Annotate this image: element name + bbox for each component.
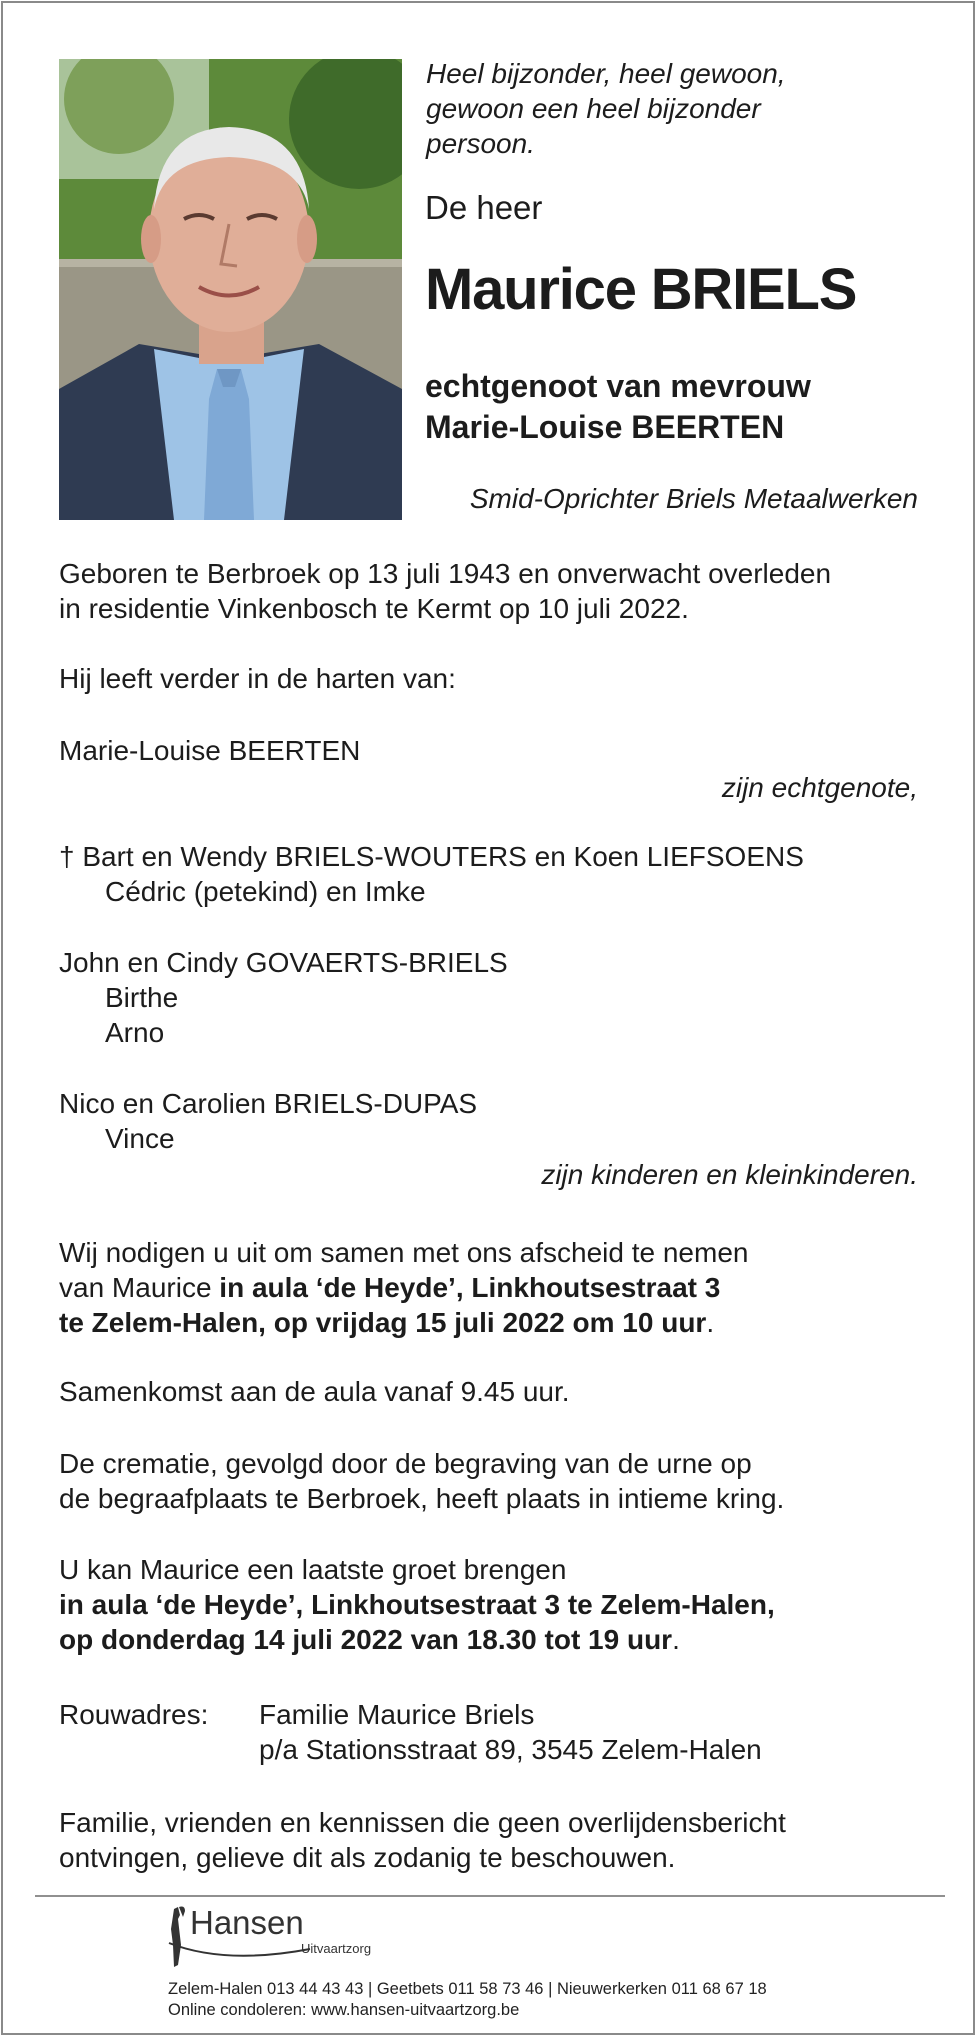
spouse-name: Marie-Louise BEERTEN <box>59 735 361 766</box>
closing-paragraph <box>59 1805 786 1875</box>
greeting-paragraph <box>59 1552 775 1657</box>
contact-phones: Zelem-Halen 013 44 43 43 | Geetbets 011 58 73 46 | Nieuwerkerken 011 68 67 18 <box>168 1980 767 1998</box>
spouse-line: Marie-Louise BEERTEN <box>425 409 785 445</box>
deceased-name: Maurice BRIELS <box>425 257 857 322</box>
gathering-text: Samenkomst aan de aula vanaf 9.45 uur. <box>59 1376 570 1407</box>
funeral-home-name: Hansen <box>190 1904 304 1941</box>
text-span: . <box>706 1307 715 1338</box>
greeting-location: in aula ‘de Heyde’, Linkhoutsestraat 3 te Zelem-Halen, <box>59 1589 775 1620</box>
family-parents: John en Cindy GOVAERTS-BRIELS <box>59 947 508 978</box>
text-line: ontvingen, gelieve dit als zodanig te beschouwen. <box>59 1842 676 1873</box>
text-span: . <box>672 1624 680 1655</box>
text-line: Geboren te Berbroek op 13 juli 1943 en onverwacht overleden <box>59 558 832 589</box>
footer-divider <box>35 1895 945 1897</box>
motto-line: Heel bijzonder, heel gewoon, <box>426 58 786 89</box>
lives-on-text: Hij leeft verder in de harten van: <box>59 663 456 694</box>
family-parents: Nico en Carolien BRIELS-DUPAS <box>59 1088 478 1119</box>
ceremony-location: in aula ‘de Heyde’, Linkhoutsestraat 3 <box>219 1272 721 1303</box>
text-line: U kan Maurice een laatste groet brengen <box>59 1554 567 1585</box>
motto-line: persoon. <box>426 128 535 159</box>
family-child: Birthe <box>105 982 179 1013</box>
text-line: in residentie Vinkenbosch te Kermt op 10 juli 2022. <box>59 593 689 624</box>
text-span: van Maurice <box>59 1272 220 1303</box>
text-line <box>59 1622 775 1657</box>
spouse-info <box>425 366 811 448</box>
family-child: Arno <box>105 1017 165 1048</box>
family-group-3 <box>59 1086 477 1156</box>
address-line: Familie Maurice Briels <box>259 1699 535 1730</box>
text-line <box>59 1305 748 1340</box>
children-role: zijn kinderen en kleinkinderen. <box>541 1159 918 1190</box>
family-child: Vince <box>105 1123 175 1154</box>
profession: Smid-Oprichter Briels Metaalwerken <box>469 483 918 514</box>
family-group-2 <box>59 945 508 1050</box>
text-line: De crematie, gevolgd door de begraving van de urne op <box>59 1448 752 1479</box>
invitation-paragraph <box>59 1235 748 1340</box>
contact-online: Online condoleren: www.hansen-uitvaartzorg.be <box>168 2001 520 2019</box>
portrait-photo <box>59 59 402 520</box>
text-line: de begraafplaats te Berbroek, heeft plaats in intieme kring. <box>59 1483 785 1514</box>
spouse-role: zijn echtgenote, <box>721 772 918 803</box>
family-group-1 <box>59 839 804 909</box>
family-children: Cédric (petekind) en Imke <box>105 876 426 907</box>
ceremony-datetime: te Zelem-Halen, op vrijdag 15 juli 2022 om 10 uur <box>59 1307 707 1338</box>
address-block <box>259 1697 762 1767</box>
address-line: p/a Stationsstraat 89, 3545 Zelem-Halen <box>259 1734 762 1765</box>
honorific: De heer <box>425 189 543 226</box>
text-line: Familie, vrienden en kennissen die geen overlijdensbericht <box>59 1807 786 1838</box>
text-line: Wij nodigen u uit om samen met ons afscheid te nemen <box>59 1237 749 1268</box>
birth-death-paragraph <box>59 556 831 626</box>
text-line <box>59 1270 748 1305</box>
spouse-line: echtgenoot van mevrouw <box>425 368 811 404</box>
greeting-datetime: op donderdag 14 juli 2022 van 18.30 tot 19 uur <box>59 1624 673 1655</box>
cremation-paragraph <box>59 1446 784 1516</box>
motto-line: gewoon een heel bijzonder <box>426 93 761 124</box>
funeral-home-subtitle: Uitvaartzorg <box>301 1941 372 1956</box>
funeral-home-contact <box>168 1979 767 2021</box>
address-label: Rouwadres: <box>59 1699 209 1730</box>
family-parents: † Bart en Wendy BRIELS-WOUTERS en Koen LIEFSOENS <box>59 841 804 872</box>
motto <box>426 56 786 161</box>
